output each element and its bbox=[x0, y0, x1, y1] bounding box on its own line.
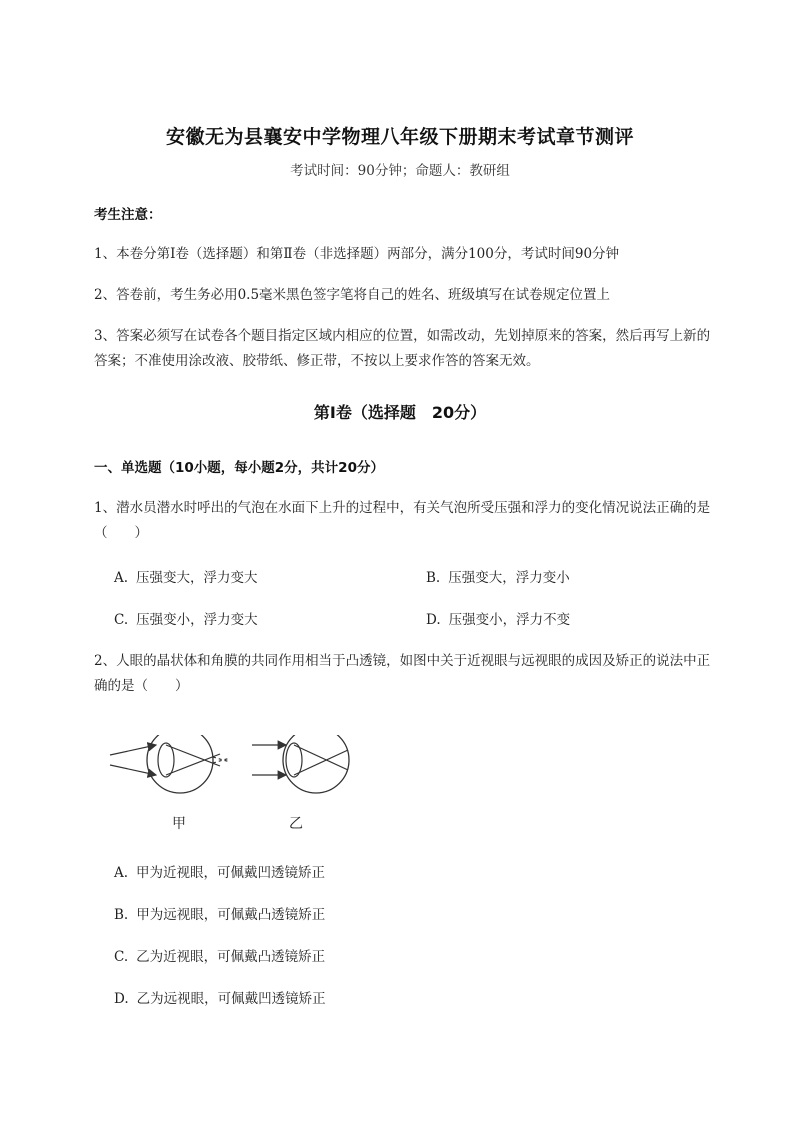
part-heading: 一、单选题（10小题，每小题2分，共计20分） bbox=[94, 460, 384, 476]
option-text: 压强变大，浮力变小 bbox=[448, 570, 570, 586]
option-letter: A. bbox=[114, 570, 129, 586]
notice-item-1: 1、本卷分第Ⅰ卷（选择题）和第Ⅱ卷（非选择题）两部分，满分100分，考试时间90分钟 bbox=[94, 246, 620, 262]
q1-option-b[interactable] bbox=[426, 566, 570, 586]
q2-option-c[interactable] bbox=[114, 945, 325, 965]
q2-option-d[interactable] bbox=[114, 987, 326, 1007]
option-text: 压强变大，浮力变大 bbox=[136, 570, 258, 586]
figure-label-yi: 乙 bbox=[289, 816, 303, 832]
option-text: 甲为远视眼，可佩戴凸透镜矫正 bbox=[136, 907, 326, 923]
notice-heading: 考生注意： bbox=[94, 207, 162, 223]
q2-option-b[interactable] bbox=[114, 903, 325, 923]
eye-diagram bbox=[108, 735, 368, 805]
eye-jia-diagram bbox=[110, 735, 230, 793]
q1-option-a[interactable] bbox=[114, 566, 258, 586]
notice-item-3: 3、答案必须写在试卷各个题目指定区域内相应的位置，如需改动，先划掉原来的答案，然后再写上新的答案；不准使用涂改液、胶带纸、修正带，不按以上要求作答的答案无效。 bbox=[94, 328, 711, 369]
option-letter: B. bbox=[426, 570, 441, 586]
option-text: 压强变小，浮力不变 bbox=[448, 612, 571, 628]
eye-yi-diagram bbox=[252, 735, 349, 793]
q1-option-c[interactable] bbox=[114, 608, 258, 628]
option-letter: B. bbox=[114, 907, 129, 923]
question-2-stem: 2、人眼的晶状体和角膜的共同作用相当于凸透镜，如图中关于近视眼与远视眼的成因及矫正的说法中正确的是（ ） bbox=[94, 653, 711, 694]
option-text: 甲为近视眼，可佩戴凹透镜矫正 bbox=[136, 865, 326, 881]
figure-label-jia: 甲 bbox=[172, 816, 186, 832]
section-title: 第Ⅰ卷（选择题 20分） bbox=[313, 403, 487, 422]
option-letter: A. bbox=[114, 865, 129, 881]
option-text: 乙为近视眼，可佩戴凸透镜矫正 bbox=[136, 949, 326, 965]
option-letter: D. bbox=[114, 991, 129, 1007]
option-text: 乙为远视眼，可佩戴凹透镜矫正 bbox=[136, 991, 326, 1007]
option-letter: C. bbox=[114, 949, 129, 965]
q1-option-d[interactable] bbox=[426, 608, 570, 628]
q2-option-a[interactable] bbox=[114, 861, 325, 881]
option-letter: C. bbox=[114, 612, 129, 628]
exam-subtitle: 考试时间：90分钟；命题人：教研组 bbox=[290, 163, 510, 179]
exam-title: 安徽无为县襄安中学物理八年级下册期末考试章节测评 bbox=[165, 126, 634, 148]
notice-item-2: 2、答卷前，考生务必用0.5毫米黑色签字笔将自己的姓名、班级填写在试卷规定位置上 bbox=[94, 287, 611, 303]
option-text: 压强变小，浮力变大 bbox=[136, 612, 258, 628]
option-letter: D. bbox=[426, 612, 441, 628]
question-1-stem: 1、潜水员潜水时呼出的气泡在水面下上升的过程中，有关气泡所受压强和浮力的变化情况说法正确的是（ ） bbox=[94, 500, 711, 541]
